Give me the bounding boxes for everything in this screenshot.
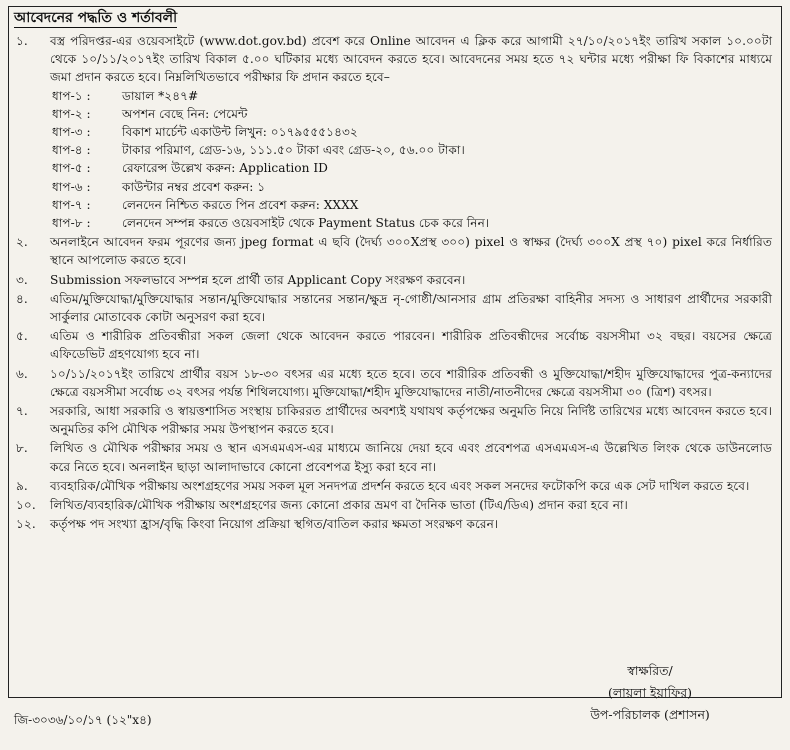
- item-number: ১০.: [16, 498, 36, 513]
- item-text: ব্যবহারিক/মৌখিক পরীক্ষায় অংশগ্রহণের সময় সকল মূল সনদপত্র প্রদর্শন করতে হবে এবং সকল সনদের ফটোকপি করে এক সেট দাখিল করতে হবে।: [50, 478, 750, 493]
- item-number: ৫.: [16, 329, 28, 344]
- item-number: ৯.: [16, 478, 28, 493]
- step-label: ধাপ-১ :: [52, 88, 91, 103]
- list-item: [10, 327, 778, 363]
- step-text: ডায়াল *২৪৭#: [122, 88, 199, 103]
- list-item: [10, 477, 778, 495]
- step-text: লেনদেন সম্পন্ন করতে ওয়েবসাইট থেকে Payment Status চেক করে নিন।: [122, 216, 490, 231]
- payment-step: [50, 87, 772, 105]
- list-item: [10, 402, 778, 438]
- conditions-list: [10, 32, 778, 534]
- signed-label: স্বাক্ষরিত/: [627, 663, 673, 678]
- reference-code: জি-৩০৩৬/১০/১৭ (১২"x৪): [14, 713, 152, 727]
- item-text: কর্তৃপক্ষ পদ সংখ্যা হ্রাস/বৃদ্ধি কিংবা নিয়োগ প্রক্রিয়া স্থগিত/বাতিল করার ক্ষমতা সংরক্ষণ করেন।: [50, 517, 499, 532]
- step-label: ধাপ-৬ :: [52, 179, 91, 194]
- payment-step: [50, 159, 772, 177]
- list-item: [10, 365, 778, 401]
- list-item: [10, 233, 778, 269]
- step-text: লেনদেন নিশ্চিত করতে পিন প্রবেশ করুন: XXXX: [122, 197, 359, 212]
- list-item: [10, 271, 778, 289]
- item-number: ১২.: [16, 517, 36, 532]
- payment-step: [50, 123, 772, 141]
- item-text: Submission সফলভাবে সম্পন্ন হলে প্রার্থী তার Applicant Copy সংরক্ষণ করবেন।: [50, 272, 466, 287]
- step-text: বিকাশ মার্চেন্ট একাউন্ট লিখুন: ০১৭৯৫৫৫১৪৩২: [122, 125, 358, 140]
- step-label: ধাপ-৮ :: [52, 216, 91, 231]
- step-label: ধাপ-৪ :: [52, 143, 91, 158]
- step-text: রেফারেন্স উল্লেখ করুন: Application ID: [122, 161, 328, 176]
- item-number: ১.: [16, 34, 28, 48]
- list-item: [10, 32, 778, 232]
- item-number: ৭.: [16, 404, 28, 419]
- item-text: এতিম ও শারীরিক প্রতিবন্ধীরা সকল জেলা থেকে আবেদন করতে পারবেন। শারীরিক প্রতিবন্ধীদের সর্বোচ্চ বয়সসীমা ৩২ বছর। বয়সের ক্ষেত্রে এফিডেভিট গ্রহণযোগ্য হবে না।: [50, 329, 772, 362]
- item-text: অনলাইনে আবেদন ফরম পূরণের জন্য jpeg format এ ছবি (দৈর্ঘ্য ৩০০Xপ্রস্থ ৩০০) pixel ও স্বাক্ষর (দৈর্ঘ্য ৩০০X প্রস্থ ৭০) pixel করে নির্ধারিত স্থানে আপলোড করতে হবে।: [50, 235, 772, 268]
- list-item: [10, 515, 778, 533]
- payment-steps: [50, 87, 772, 233]
- signatory-name: (লায়লা ইয়াফির): [607, 685, 693, 700]
- item-text: লিখিত ও মৌখিক পরীক্ষার সময় ও স্থান এসএমএস-এর মাধ্যমে জানিয়ে দেয়া হবে এবং প্রবেশপত্র এসএমএস-এ উল্লেখিত লিংক থেকে ডাউনলোড করে নিতে হবে। অনলাইন ছাড়া আলাদাভাবে কোনো প্রবেশপত্র ইস্যু করা হবে না।: [50, 441, 772, 474]
- payment-step: [50, 178, 772, 196]
- step-label: ধাপ-৭ :: [52, 197, 91, 212]
- payment-step: [50, 105, 772, 123]
- item-number: ২.: [16, 235, 28, 250]
- item-text: সরকারি, আধা সরকারি ও স্বায়ত্তশাসিত সংস্থায় চাকিররত প্রার্থীদের অবশ্যই যথাযথ কর্তৃপক্ষের অনুমতি নিয়ে নির্দিষ্ট তারিখের মধ্যে আবেদন করতে হবে। অনুমতির কপি মৌখিক পরীক্ষার সময় উপস্থাপন করতে হবে।: [50, 404, 772, 437]
- payment-step: [50, 214, 772, 232]
- item-number: ৪.: [16, 291, 28, 306]
- list-item: [10, 290, 778, 326]
- item-text: লিখিত/ব্যবহারিক/মৌখিক পরীক্ষায় অংশগ্রহণের জন্য কোনো প্রকার ভ্রমণ বা দৈনিক ভাতা (টিএ/ডিএ) প্রদান করা হবে না।: [50, 498, 628, 513]
- item-number: ৩.: [16, 272, 28, 287]
- list-item: [10, 439, 778, 475]
- step-label: ধাপ-৩ :: [52, 125, 91, 140]
- step-text: কাউন্টার নম্বর প্রবেশ করুন: ১: [122, 179, 266, 194]
- item-text: বস্ত্র পরিদপ্তর-এর ওয়েবসাইটে (www.dot.gov.bd) প্রবেশ করে Online আবেদন এ ক্লিক করে আগামী ২৭/১০/২০১৭ইং তারিখ সকাল ১০.০০টা থেকে ১০/১১/২০১৭ইং তারিখ বিকাল ৫.০০ ঘটিকার মধ্যে আবেদন করতে হবে। আবেদনের সময় হতে ৭২ ঘন্টার মধ্যে পরীক্ষা ফি বিকাশের মাধ্যমে জমা প্রদান করতে হবে। নিম্নলিখিতভাবে পরীক্ষার ফি প্রদান করতে হবে–: [50, 34, 772, 85]
- signature-block: [570, 660, 730, 726]
- item-number: ৬.: [16, 366, 28, 381]
- step-text: টাকার পরিমাণ, গ্রেড-১৬, ১১১.৫০ টাকা এবং গ্রেড-২০, ৫৬.০০ টাকা।: [122, 143, 465, 158]
- step-text: অপশন বেছে নিন: পেমেন্ট: [122, 106, 248, 121]
- payment-step: [50, 141, 772, 159]
- item-number: ৮.: [16, 441, 28, 456]
- item-text: এতিম/মুক্তিযোদ্ধা/মুক্তিযোদ্ধার সন্তান/মুক্তিযোদ্ধার সন্তানের সন্তান/ক্ষুদ্র নৃ-গোষ্ঠী/আনসার গ্রাম প্রতিরক্ষা বাহিনীর সদস্য ও সাধারণ প্রার্থীদের সরকারী সার্কুলার মোতাবেক কোটা অনুসরণ করা হবে।: [50, 291, 772, 325]
- item-text: ১০/১১/২০১৭ইং তারিখে প্রার্থীর বয়স ১৮-৩০ বৎসর এর মধ্যে হতে হবে। তবে শারীরিক প্রতিবন্ধী ও মুক্তিযোদ্ধা/শহীদ মুক্তিযোদ্ধাদের পুত্র-কন্যাদের ক্ষেত্রে বয়সসীমা সর্বোচ্চ ৩২ বৎসর পর্যন্ত শিথিলযোগ্য। মুক্তিযোদ্ধা/শহীদ মুক্তিযোদ্ধাদের নাতী/নাতনীদের ক্ষেত্রে বয়সসীমা ৩০ (ত্রিশ) বৎসর।: [50, 366, 772, 399]
- step-label: ধাপ-৫ :: [52, 161, 91, 176]
- signatory-designation: উপ-পরিচালক (প্রশাসন): [590, 707, 710, 722]
- payment-step: [50, 196, 772, 214]
- step-label: ধাপ-২ :: [52, 106, 91, 121]
- list-item: [10, 496, 778, 514]
- section-heading: আবেদনের পদ্ধতি ও শর্তাবলী: [14, 10, 178, 26]
